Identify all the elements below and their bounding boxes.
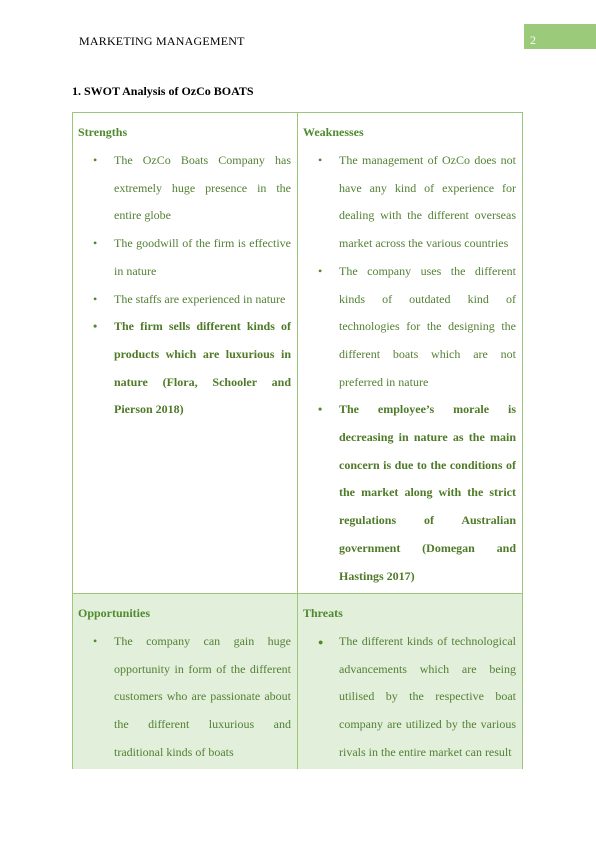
threat-text: The different kinds of technological advancements which are being utilised by the respective boat company are utilized by the various rivals in the entire market can result [339, 634, 516, 759]
weaknesses-cell [298, 113, 522, 593]
weakness-text: The management of OzCo does not have any kind of experience for dealing with the different overseas market across the various countries [339, 153, 516, 251]
bullet-icon: • [93, 319, 98, 334]
strength-text: The firm sells different kinds of products which are luxurious in nature (Flora, Schooler and Pierson 2018) [114, 319, 291, 417]
bullet-icon: • [318, 263, 323, 278]
weaknesses-title: Weaknesses [303, 125, 364, 139]
swot-row-bottom [73, 593, 522, 769]
opportunities-list [78, 628, 291, 767]
bullet-icon: • [93, 236, 98, 251]
list-item [303, 396, 516, 590]
strengths-list [78, 147, 291, 424]
running-header: MARKETING MANAGEMENT [79, 34, 245, 48]
opportunities-title: Opportunities [78, 606, 151, 620]
bullet-icon: • [318, 153, 323, 167]
strength-text: The staffs are experienced in nature [114, 291, 286, 306]
bullet-icon: • [93, 153, 98, 167]
strengths-title: Strengths [78, 125, 128, 139]
swot-row-top [73, 113, 522, 593]
threats-title: Threats [303, 606, 343, 620]
weakness-text: The employee’s morale is decreasing in nature as the main concern is due to the conditions of the market along with the strict regulations of Australian government (Domegan and Hastings 2017) [339, 402, 516, 583]
threats-list [303, 628, 516, 767]
opportunities-cell [73, 594, 298, 769]
weakness-text: The company uses the different kinds of outdated kind of technologies for the designing the different boats which are not preferred in nature [339, 263, 516, 389]
strengths-cell [73, 113, 298, 593]
threats-cell [298, 594, 522, 769]
list-item [303, 258, 516, 397]
page-number: 2 [530, 33, 536, 47]
swot-table [72, 112, 523, 769]
list-item [78, 313, 291, 424]
page-number-box [524, 24, 596, 49]
strength-text: The OzCo Boats Company has extremely huge presence in the entire globe [114, 153, 291, 223]
list-item [78, 286, 291, 314]
section-heading: 1. SWOT Analysis of OzCo BOATS [72, 84, 254, 98]
opportunity-text: The company can gain huge opportunity in form of the different customers who are passionate about the different luxurious and traditional kinds of boats [114, 634, 291, 759]
weaknesses-list [303, 147, 516, 590]
list-item [303, 628, 516, 767]
list-item [78, 147, 291, 230]
strength-text: The goodwill of the firm is effective in nature [114, 236, 291, 278]
bullet-icon: • [93, 634, 98, 648]
list-item [303, 147, 516, 258]
bullet-icon: • [93, 291, 98, 306]
bullet-icon: ● [318, 637, 324, 647]
list-item [78, 628, 291, 767]
bullet-icon: • [318, 402, 323, 417]
list-item [78, 230, 291, 285]
